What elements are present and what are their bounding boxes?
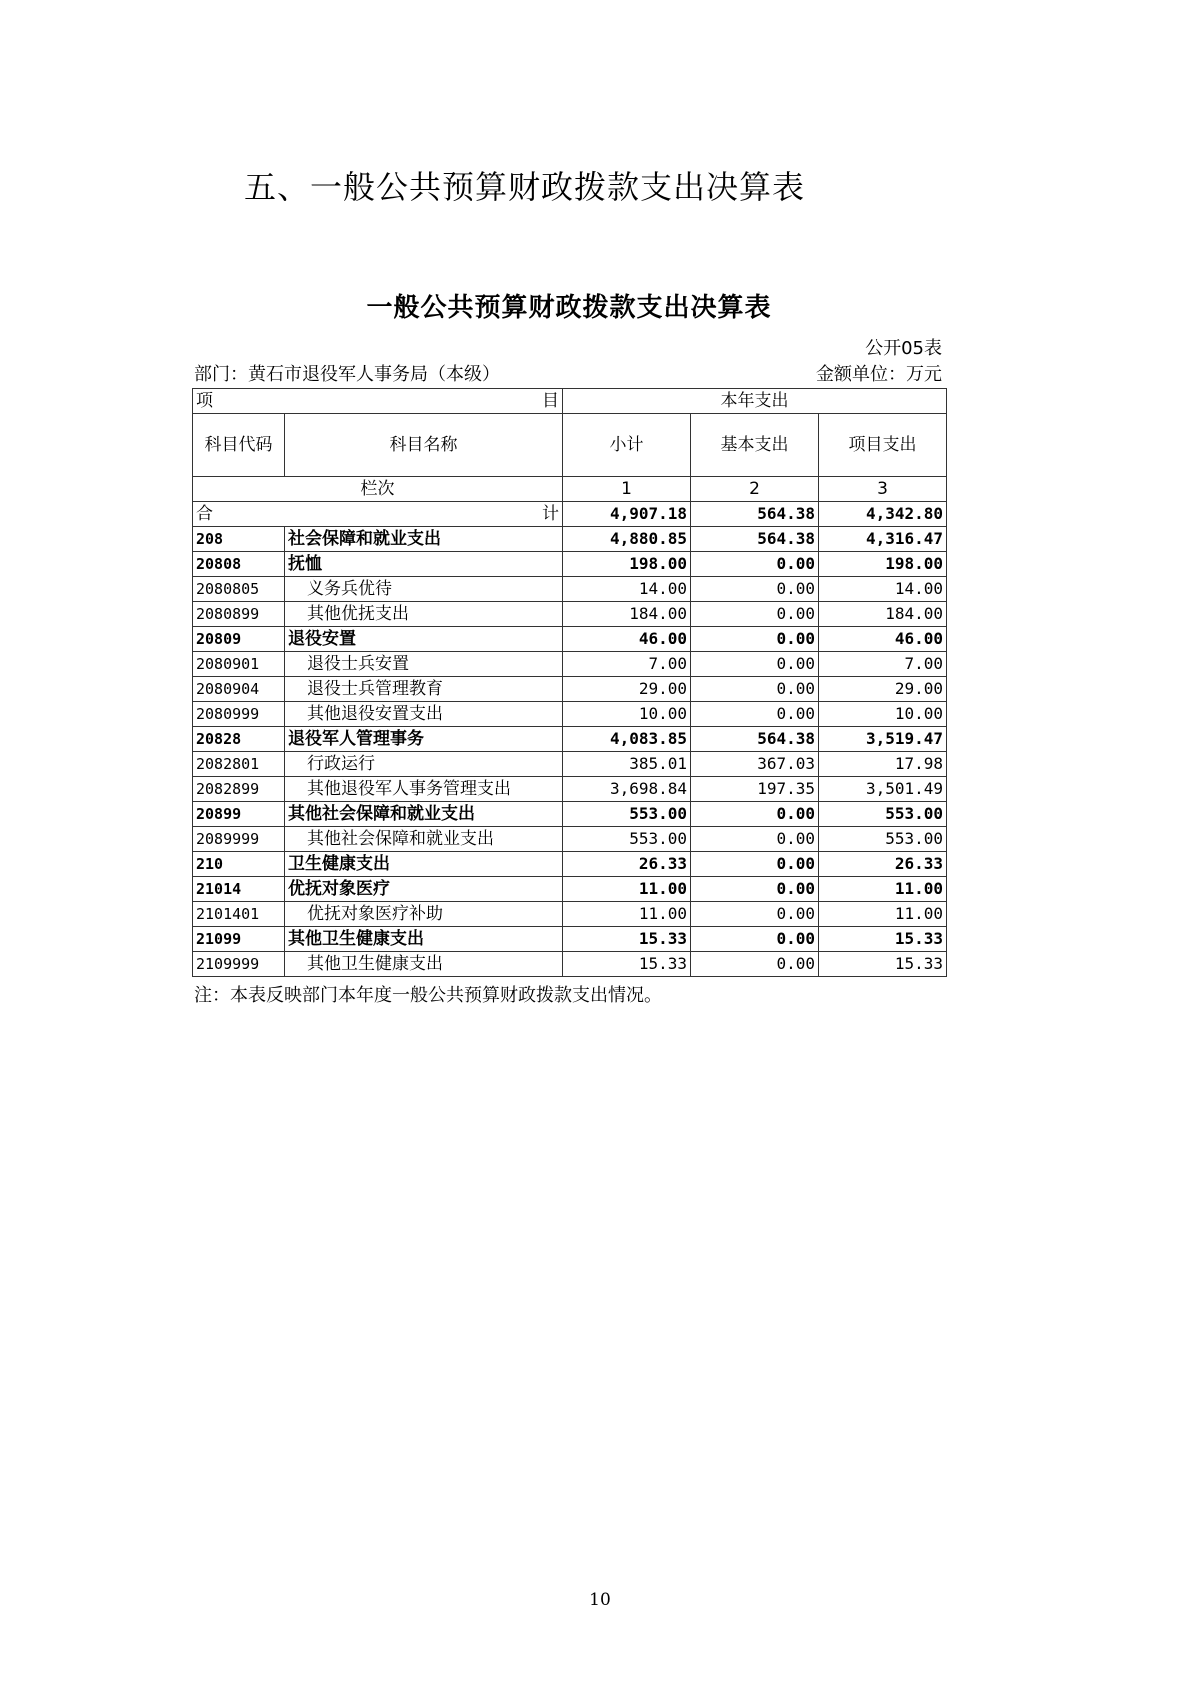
unit-label: 金额单位：万元 xyxy=(816,364,942,385)
row-project: 184.00 xyxy=(819,602,947,627)
column-label: 栏次 xyxy=(193,477,563,502)
row-subtotal: 10.00 xyxy=(563,702,691,727)
table-row xyxy=(193,727,947,752)
row-basic: 0.00 xyxy=(691,552,819,577)
row-basic: 564.38 xyxy=(691,527,819,552)
row-name: 优抚对象医疗 xyxy=(285,877,563,902)
form-number: 公开05表 xyxy=(865,338,942,359)
table-row xyxy=(193,777,947,802)
total-label-right: 计 xyxy=(542,504,559,524)
page-number: 10 xyxy=(589,1590,611,1610)
header-row-1 xyxy=(193,389,947,414)
name-header: 科目名称 xyxy=(285,414,563,477)
row-basic: 367.03 xyxy=(691,752,819,777)
row-basic: 0.00 xyxy=(691,652,819,677)
total-subtotal: 4,907.18 xyxy=(563,502,691,527)
row-project: 26.33 xyxy=(819,852,947,877)
row-name: 社会保障和就业支出 xyxy=(285,527,563,552)
total-project: 4,342.80 xyxy=(819,502,947,527)
table-row xyxy=(193,902,947,927)
row-code: 2089999 xyxy=(193,827,285,852)
row-project: 3,519.47 xyxy=(819,727,947,752)
row-project: 4,316.47 xyxy=(819,527,947,552)
row-subtotal: 15.33 xyxy=(563,927,691,952)
row-name: 优抚对象医疗补助 xyxy=(285,902,563,927)
row-code: 21099 xyxy=(193,927,285,952)
row-basic: 564.38 xyxy=(691,727,819,752)
row-subtotal: 7.00 xyxy=(563,652,691,677)
current-year-header: 本年支出 xyxy=(563,389,947,414)
row-basic: 0.00 xyxy=(691,702,819,727)
table-row xyxy=(193,827,947,852)
table-row xyxy=(193,577,947,602)
table-row xyxy=(193,527,947,552)
section-heading: 五、一般公共预算财政拨款支出决算表 xyxy=(244,168,806,206)
project-header: 项目支出 xyxy=(819,414,947,477)
row-subtotal: 3,698.84 xyxy=(563,777,691,802)
row-subtotal: 553.00 xyxy=(563,827,691,852)
table-row xyxy=(193,627,947,652)
row-project: 15.33 xyxy=(819,927,947,952)
row-basic: 197.35 xyxy=(691,777,819,802)
table-note: 注：本表反映部门本年度一般公共预算财政拨款支出情况。 xyxy=(194,985,662,1006)
row-project: 7.00 xyxy=(819,652,947,677)
row-code: 2080904 xyxy=(193,677,285,702)
row-code: 210 xyxy=(193,852,285,877)
subtotal-header: 小计 xyxy=(563,414,691,477)
budget-table-block xyxy=(192,288,946,1007)
row-name: 义务兵优待 xyxy=(285,577,563,602)
item-header xyxy=(193,389,563,414)
item-header-right: 目 xyxy=(542,391,559,411)
row-name: 退役军人管理事务 xyxy=(285,727,563,752)
row-name: 其他社会保障和就业支出 xyxy=(285,827,563,852)
row-name: 卫生健康支出 xyxy=(285,852,563,877)
row-name: 行政运行 xyxy=(285,752,563,777)
row-basic: 0.00 xyxy=(691,677,819,702)
total-label xyxy=(193,502,563,527)
row-project: 553.00 xyxy=(819,827,947,852)
table-row xyxy=(193,877,947,902)
row-name: 其他退役军人事务管理支出 xyxy=(285,777,563,802)
table-row xyxy=(193,952,947,977)
table-title: 一般公共预算财政拨款支出决算表 xyxy=(366,293,772,323)
row-subtotal: 4,083.85 xyxy=(563,727,691,752)
row-code: 2101401 xyxy=(193,902,285,927)
row-subtotal: 4,880.85 xyxy=(563,527,691,552)
row-code: 2080805 xyxy=(193,577,285,602)
row-basic: 0.00 xyxy=(691,952,819,977)
row-project: 11.00 xyxy=(819,877,947,902)
total-basic: 564.38 xyxy=(691,502,819,527)
table-row xyxy=(193,552,947,577)
row-project: 553.00 xyxy=(819,802,947,827)
row-name: 退役士兵安置 xyxy=(285,652,563,677)
row-basic: 0.00 xyxy=(691,602,819,627)
row-code: 2080901 xyxy=(193,652,285,677)
row-code: 20808 xyxy=(193,552,285,577)
row-code: 20809 xyxy=(193,627,285,652)
row-basic: 0.00 xyxy=(691,577,819,602)
row-code: 20828 xyxy=(193,727,285,752)
row-project: 46.00 xyxy=(819,627,947,652)
table-row xyxy=(193,927,947,952)
table-row xyxy=(193,677,947,702)
item-header-left: 项 xyxy=(196,391,213,411)
row-project: 15.33 xyxy=(819,952,947,977)
row-project: 14.00 xyxy=(819,577,947,602)
total-label-left: 合 xyxy=(196,504,213,524)
row-name: 其他卫生健康支出 xyxy=(285,927,563,952)
row-name: 退役安置 xyxy=(285,627,563,652)
row-code: 2080899 xyxy=(193,602,285,627)
row-code: 2109999 xyxy=(193,952,285,977)
department-label: 部门：黄石市退役军人事务局（本级） xyxy=(194,364,500,385)
row-basic: 0.00 xyxy=(691,877,819,902)
row-project: 11.00 xyxy=(819,902,947,927)
table-row xyxy=(193,752,947,777)
row-project: 198.00 xyxy=(819,552,947,577)
column-number-1: 1 xyxy=(563,477,691,502)
row-subtotal: 15.33 xyxy=(563,952,691,977)
budget-table xyxy=(192,388,947,977)
row-basic: 0.00 xyxy=(691,802,819,827)
table-row xyxy=(193,852,947,877)
row-subtotal: 26.33 xyxy=(563,852,691,877)
row-subtotal: 184.00 xyxy=(563,602,691,627)
row-subtotal: 14.00 xyxy=(563,577,691,602)
row-name: 其他卫生健康支出 xyxy=(285,952,563,977)
row-project: 3,501.49 xyxy=(819,777,947,802)
row-code: 21014 xyxy=(193,877,285,902)
row-project: 17.98 xyxy=(819,752,947,777)
table-meta xyxy=(192,362,946,388)
table-row xyxy=(193,652,947,677)
row-subtotal: 553.00 xyxy=(563,802,691,827)
row-subtotal: 385.01 xyxy=(563,752,691,777)
code-header: 科目代码 xyxy=(193,414,285,477)
row-code: 208 xyxy=(193,527,285,552)
row-basic: 0.00 xyxy=(691,627,819,652)
row-name: 其他优抚支出 xyxy=(285,602,563,627)
row-subtotal: 198.00 xyxy=(563,552,691,577)
row-project: 29.00 xyxy=(819,677,947,702)
row-name: 退役士兵管理教育 xyxy=(285,677,563,702)
row-name: 其他社会保障和就业支出 xyxy=(285,802,563,827)
row-code: 2082801 xyxy=(193,752,285,777)
column-number-row xyxy=(193,477,947,502)
row-basic: 0.00 xyxy=(691,927,819,952)
total-row xyxy=(193,502,947,527)
row-subtotal: 46.00 xyxy=(563,627,691,652)
row-project: 10.00 xyxy=(819,702,947,727)
row-subtotal: 11.00 xyxy=(563,877,691,902)
row-code: 2082899 xyxy=(193,777,285,802)
row-basic: 0.00 xyxy=(691,902,819,927)
row-subtotal: 29.00 xyxy=(563,677,691,702)
column-number-3: 3 xyxy=(819,477,947,502)
table-row xyxy=(193,602,947,627)
row-code: 2080999 xyxy=(193,702,285,727)
row-name: 抚恤 xyxy=(285,552,563,577)
row-subtotal: 11.00 xyxy=(563,902,691,927)
row-name: 其他退役安置支出 xyxy=(285,702,563,727)
basic-header: 基本支出 xyxy=(691,414,819,477)
row-basic: 0.00 xyxy=(691,852,819,877)
row-code: 20899 xyxy=(193,802,285,827)
row-basic: 0.00 xyxy=(691,827,819,852)
column-number-2: 2 xyxy=(691,477,819,502)
table-row xyxy=(193,702,947,727)
table-row xyxy=(193,802,947,827)
header-row-2 xyxy=(193,414,947,477)
